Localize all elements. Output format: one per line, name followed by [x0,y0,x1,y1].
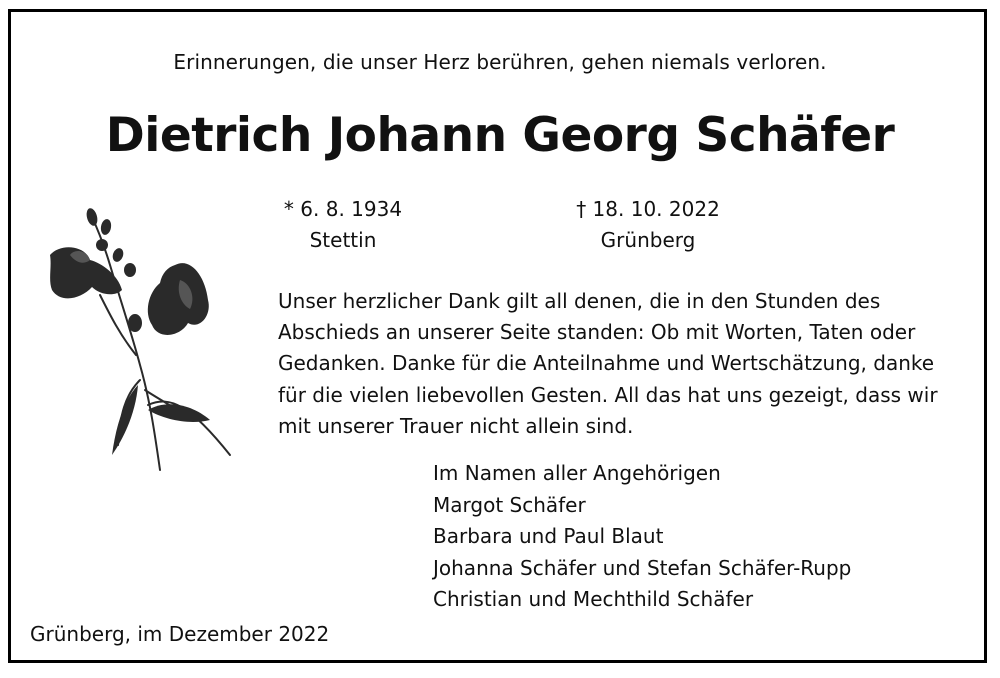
motto: Erinnerungen, die unser Herz berühren, gehen niemals verloren. [173,50,827,74]
message-line: Gedanken. Danke für die Anteilnahme und Wertschätzung, danke [278,351,935,376]
death-date: † 18. 10. 2022 [576,197,720,221]
thank-you-message [278,286,958,442]
birth-date: * 6. 8. 1934 [283,197,403,221]
birth-place: Stettin [309,228,377,252]
message-line: Unser herzlicher Dank gilt all denen, die in den Stunden des [278,289,881,313]
death-place: Grünberg [600,228,696,252]
signer-line: Christian und Mechthild Schäfer [433,587,754,611]
signer-line: Margot Schäfer [433,492,586,517]
signer-line: Barbara und Paul Blaut [433,524,664,548]
signers-list [433,458,851,616]
place-and-date: Grünberg, im Dezember 2022 [30,622,330,646]
message-line: mit unserer Trauer nicht allein sind. [278,413,634,438]
signer-line: Im Namen aller Angehörigen [433,461,721,485]
flower-illustration [40,205,240,475]
birth-block [268,194,418,256]
deceased-name: Dietrich Johann Georg Schäfer [105,108,895,163]
signer-line: Johanna Schäfer und Stefan Schäfer-Rupp [433,555,852,580]
death-block [568,194,728,256]
message-line: Abschieds an unserer Seite standen: Ob mit Worten, Taten oder [278,320,916,345]
message-line: für die vielen liebevollen Gesten. All das hat uns gezeigt, dass wir [278,382,938,407]
